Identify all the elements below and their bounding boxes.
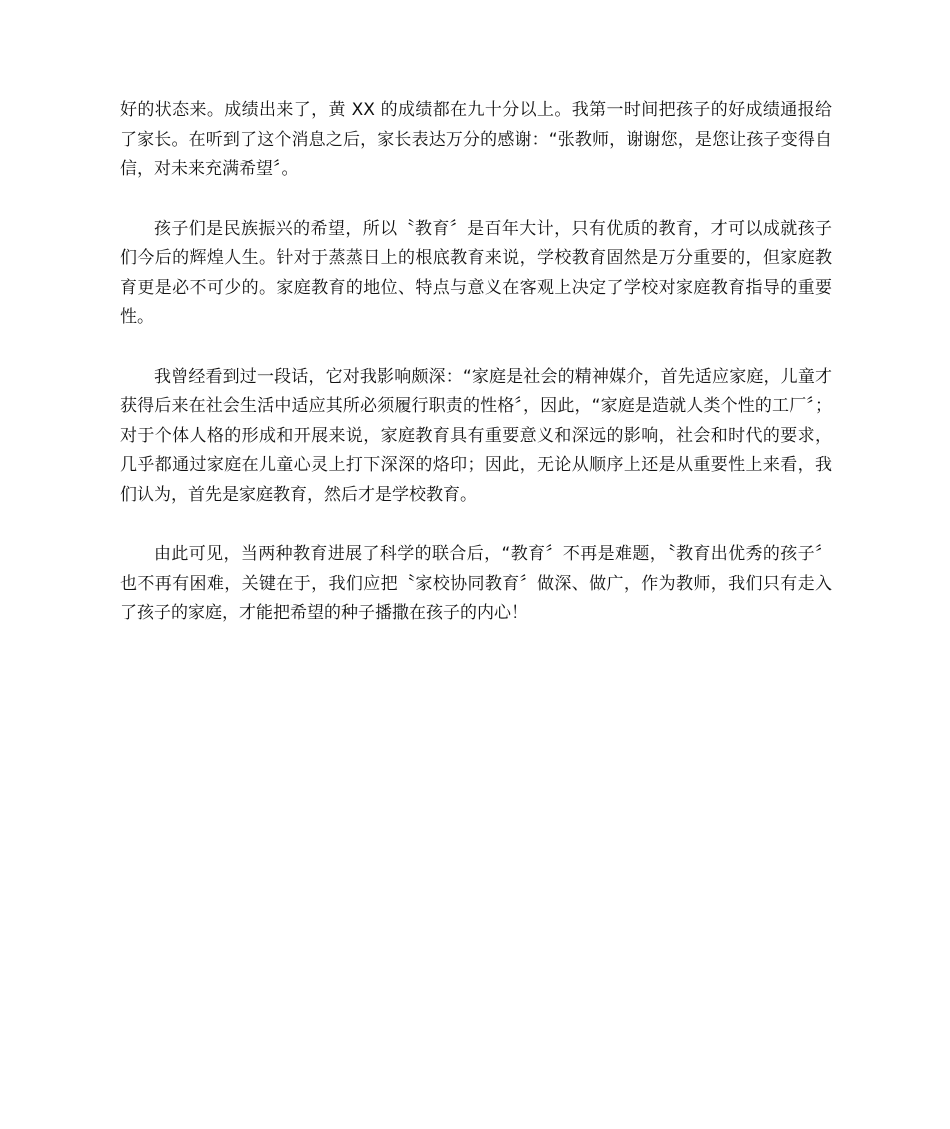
body-text <box>120 96 832 629</box>
paragraph-4: 由此可见，当两种教育进展了科学的联合后，“教育〞不再是难题，〝教育出优秀的孩子〞也不再有困难，关键在于，我们应把〝家校协同教育〞做深、做广，作为教师，我们只有走入了孩子的家庭，才能把希望的种子播撒在孩子的内心！ <box>120 544 832 623</box>
paragraph-1: 好的状态来。成绩出来了，黄 XX 的成绩都在九十分以上。我第一时间把孩子的好成绩通报给了家长。在听到了这个消息之后，家长表达万分的感谢：“张教师，谢谢您，是您让孩子变得自信，对未来充满希望〞。 <box>120 100 832 179</box>
paragraph-3: 我曾经看到过一段话，它对我影响颇深：“家庭是社会的精神媒介，首先适应家庭，儿童才获得后来在社会生活中适应其所必须履行职责的性格〞，因此，“家庭是造就人类个性的工厂〞；对于个体人格的形成和开展来说，家庭教育具有重要意义和深远的影响，社会和时代的要求，几乎都通过家庭在儿童心灵上打下深深的烙印；因此，无论从顺序上还是从重要性上来看，我们认为，首先是家庭教育，然后才是学校教育。 <box>120 366 832 505</box>
paragraph-2: 孩子们是民族振兴的希望，所以〝教育〞是百年大计，只有优质的教育，才可以成就孩子们今后的辉煌人生。针对于蒸蒸日上的根底教育来说，学校教育固然是万分重要的，但家庭教育更是必不可少的。家庭教育的地位、特点与意义在客观上决定了学校对家庭教育指导的重要性。 <box>120 218 832 327</box>
